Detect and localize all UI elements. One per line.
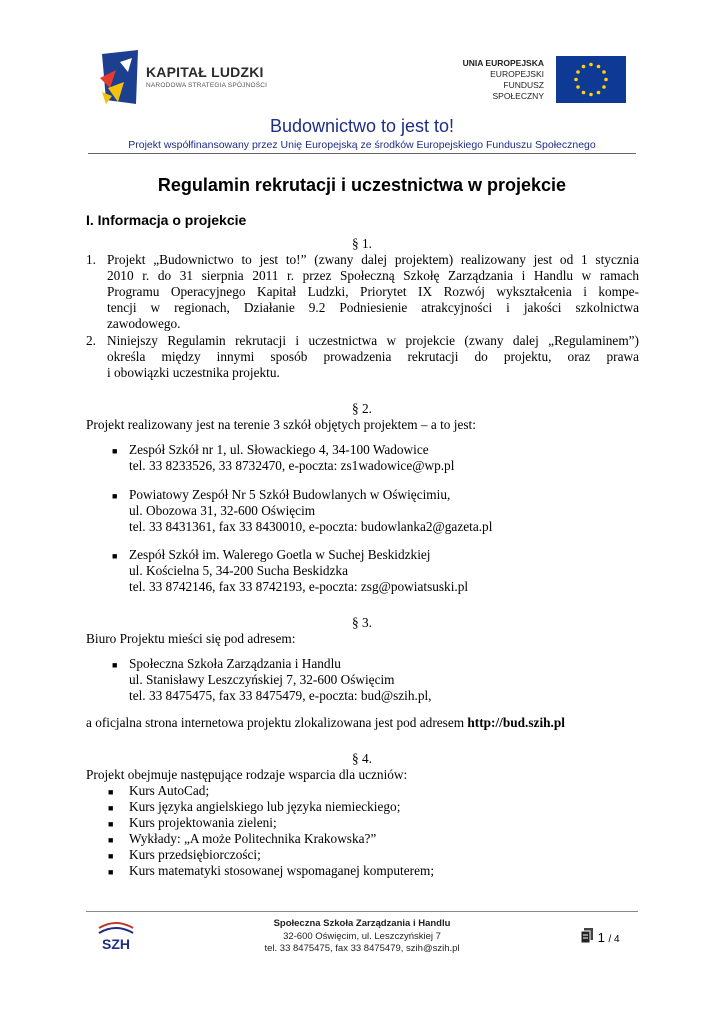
list-item-line: zawodowego.: [107, 316, 181, 331]
paragraph-intro: Biuro Projektu mieści się pod adresem:: [86, 631, 296, 646]
section-heading: I. Informacja o projekcie: [86, 212, 247, 228]
list-number: 2.: [86, 333, 96, 348]
support-item: Kurs projektowania zieleni;: [129, 815, 277, 830]
eu-star-icon: [574, 78, 578, 82]
support-item: Kurs AutoCad;: [129, 783, 210, 798]
eu-line-2: EUROPEJSKI: [490, 69, 544, 79]
support-item: Kurs matematyki stosowanej wspomaganej komputerem;: [129, 863, 435, 878]
pages-icon: [580, 928, 594, 944]
list-number: 1.: [86, 252, 96, 267]
list-item-line: tencji w regionach, Działanie 9.2 Podniesienie atrakcyjności i jakości szkolnictwa: [107, 300, 639, 315]
website-link[interactable]: http://bud.szih.pl: [467, 715, 565, 730]
school-line: Powiatowy Zespół Nr 5 Szkół Budowlanych w Oświęcimiu,: [129, 487, 451, 502]
bullet-icon: ■: [112, 491, 118, 501]
eu-star-icon: [576, 85, 580, 89]
eu-star-icon: [597, 65, 601, 69]
page-indicator: [580, 928, 620, 945]
footer-divider: [86, 911, 638, 912]
szh-logo-text: SZH: [102, 936, 130, 952]
bullet-icon: ■: [108, 835, 114, 845]
project-subtitle: Projekt współfinansowany przez Unię Europejską ze środków Europejskiego Funduszu Społecznego: [128, 139, 596, 151]
footer-street: 32-600 Oświęcim, ul. Leszczyńskiej 7: [283, 930, 441, 942]
document-title: Regulamin rekrutacji i uczestnictwa w projekcie: [157, 175, 567, 195]
kapital-ludzki-subtitle: NARODOWA STRATEGIA SPÓJNOŚCI: [146, 82, 268, 89]
header-divider: [88, 153, 636, 154]
list-item-line: Programu Operacyjnego Kapitał Ludzki, Priorytet IX Rozwój wykształcenia i kompe-: [107, 284, 639, 299]
bullet-icon: ■: [112, 551, 118, 561]
school-line: ul. Obozowa 31, 32-600 Oświęcim: [129, 503, 316, 518]
bullet-icon: ■: [108, 803, 114, 813]
school-line: tel. 33 8431361, fax 33 8430010, e-poczta: budowlanka2@gazeta.pl: [129, 519, 493, 534]
eu-star-icon: [602, 85, 606, 89]
eu-star-icon: [582, 65, 586, 69]
list-item-line: Niniejszy Regulamin rekrutacji i uczestnictwa w projekcie (zwany dalej „Regulaminem”): [107, 333, 639, 348]
list-item-line: Projekt „Budownictwo to jest to!” (zwany dalej projektem) realizowany jest od 1 stycznia: [107, 252, 639, 267]
website-sentence: [86, 715, 565, 731]
eu-logo: [450, 56, 630, 106]
school-line: tel. 33 8742146, fax 33 8742193, e-poczta: zsg@powiatsuski.pl: [129, 579, 469, 594]
project-title: Budownictwo to jest to!: [269, 116, 455, 136]
eu-star-icon: [582, 91, 586, 95]
paragraph-mark-3: § 3.: [352, 615, 372, 630]
support-item: Wykłady: „A może Politechnika Krakowska?”: [129, 831, 377, 846]
bullet-icon: ■: [108, 851, 114, 861]
eu-star-icon: [589, 63, 593, 67]
paragraph-mark-1: § 1.: [352, 236, 372, 251]
eu-star-icon: [602, 70, 606, 74]
eu-flag-icon: [556, 56, 626, 103]
list-item-line: i obowiązki uczestnika projektu.: [107, 365, 280, 380]
paragraph-intro: Projekt realizowany jest na terenie 3 szkół objętych projektem – a to jest:: [86, 417, 476, 432]
eu-line-3: FUNDUSZ SPOŁECZNY: [492, 80, 544, 101]
school-line: ul. Kościelna 5, 34-200 Sucha Beskidzka: [129, 563, 348, 578]
office-line: ul. Stanisławy Leszczyńskiej 7, 32-600 Oświęcim: [129, 672, 395, 687]
office-line: Społeczna Szkoła Zarządzania i Handlu: [129, 656, 341, 671]
bullet-icon: ■: [108, 819, 114, 829]
office-line: tel. 33 8475475, fax 33 8475479, e-poczta: bud@szih.pl,: [129, 688, 432, 703]
school-line: Zespół Szkół im. Walerego Goetla w Suchej Beskidzkiej: [129, 547, 431, 562]
kapital-ludzki-title: KAPITAŁ LUDZKI: [146, 64, 264, 80]
paragraph-mark-2: § 2.: [352, 401, 372, 416]
eu-star-icon: [597, 91, 601, 95]
page-total: / 4: [608, 934, 620, 945]
footer-contact: tel. 33 8475475, fax 33 8475479, szih@szih.pl: [264, 943, 460, 954]
kapital-ludzki-emblem-icon: [98, 48, 142, 106]
eu-line-1: UNIA EUROPEJSKA: [462, 58, 544, 68]
bullet-icon: ■: [112, 660, 118, 670]
list-item-line: określa między innymi sposób prowadzenia rekrutacji do projektu, oraz prawa: [107, 349, 639, 364]
school-line: Zespół Szkół nr 1, ul. Słowackiego 4, 34-100 Wadowice: [129, 442, 429, 457]
school-line: tel. 33 8233526, 33 8732470, e-poczta: zs1wadowice@wp.pl: [129, 458, 455, 473]
bullet-icon: ■: [112, 446, 118, 456]
website-text: a oficjalna strona internetowa projektu zlokalizowana jest pod adresem: [86, 715, 468, 730]
support-item: Kurs przedsiębiorczości;: [129, 847, 261, 862]
support-item: Kurs języka angielskiego lub języka niemieckiego;: [129, 799, 401, 814]
list-item-line: 2010 r. do 31 sierpnia 2011 r. przez Społeczną Szkołę Zarządzania i Handlu w ramach: [107, 268, 639, 283]
footer-name: Społeczna Szkoła Zarządzania i Handlu: [273, 918, 451, 929]
eu-star-icon: [589, 93, 593, 97]
bullet-icon: ■: [108, 787, 114, 797]
eu-star-icon: [604, 78, 608, 82]
paragraph-mark-4: § 4.: [352, 751, 372, 766]
paragraph-intro: Projekt obejmuje następujące rodzaje wsparcia dla uczniów:: [86, 767, 408, 782]
bullet-icon: ■: [108, 867, 114, 877]
kapital-ludzki-logo: [98, 48, 338, 108]
eu-star-icon: [576, 70, 580, 74]
page-current: 1: [597, 930, 605, 945]
eu-text: [450, 58, 544, 102]
